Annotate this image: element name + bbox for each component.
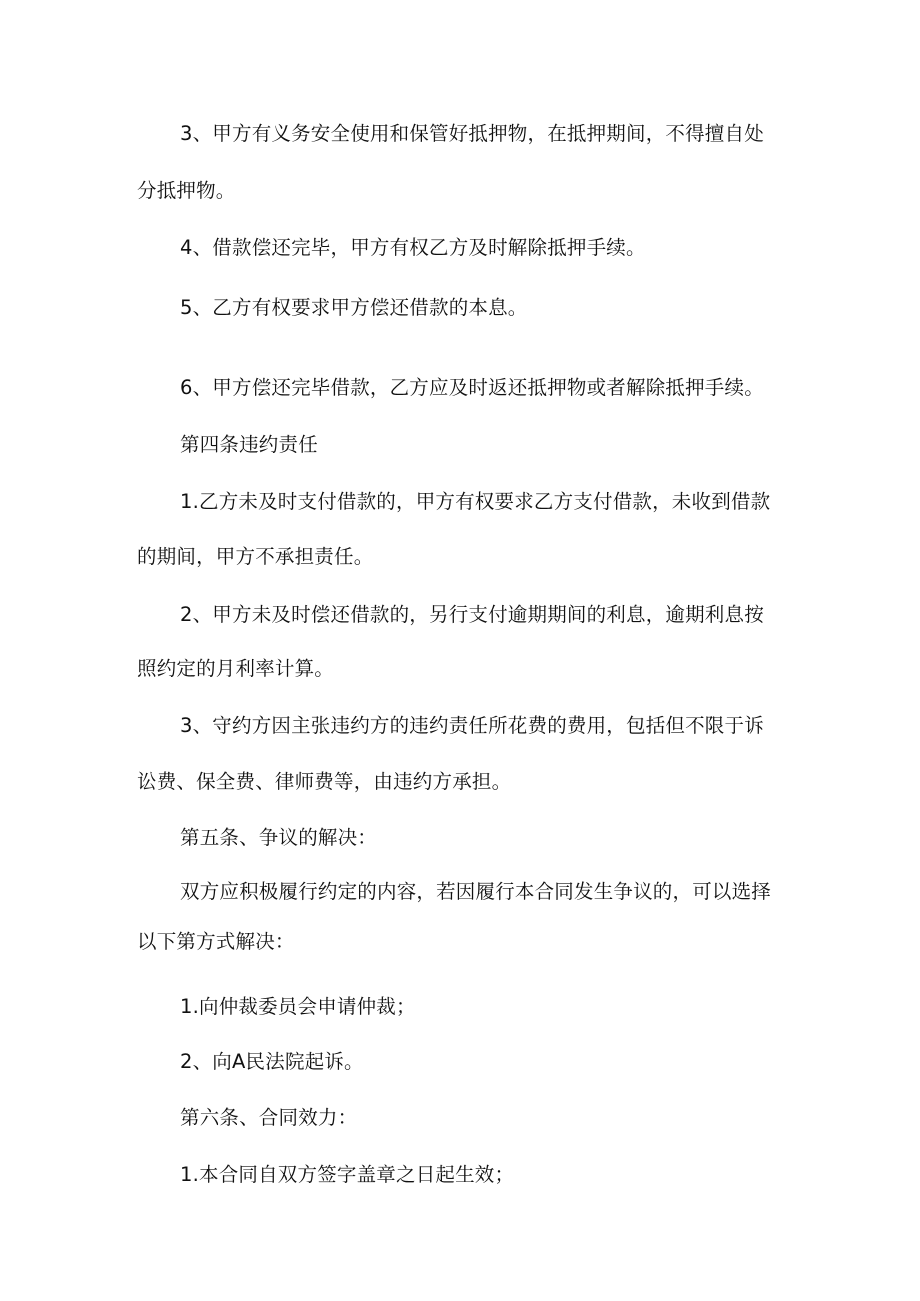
breach-1-line-2: 的期间，甲方不承担责任。 [137, 545, 374, 568]
clause-3-1-line-1: 3、甲方有义务安全使用和保管好抵押物，在抵押期间，不得擅自处 [180, 122, 764, 145]
dispute-intro-line-1: 双方应积极履行约定的内容，若因履行本合同发生争议的，可以选择 [180, 880, 772, 903]
dispute-option-2: 2、向A民法院起诉。 [180, 1050, 364, 1073]
section-6-heading: 第六条、合同效力： [180, 1106, 358, 1129]
validity-1-line: 1.本合同自双方签字盖章之日起生效； [180, 1163, 515, 1186]
breach-2-line-2: 照约定的月利率计算。 [137, 657, 335, 680]
section-4-heading: 第四条违约责任 [180, 433, 318, 456]
dispute-intro-line-2: 以下第方式解决： [137, 930, 295, 953]
breach-3-line-2: 讼费、保全费、律师费等，由违约方承担。 [137, 770, 512, 793]
breach-3-line-1: 3、守约方因主张违约方的违约责任所花费的费用，包括但不限于诉 [180, 714, 764, 737]
dispute-option-1: 1.向仲裁委员会申请仲裁； [180, 995, 416, 1018]
breach-1-line-1: 1.乙方未及时支付借款的，甲方有权要求乙方支付借款，未收到借款 [180, 490, 771, 513]
section-5-heading: 第五条、争议的解决： [180, 826, 378, 849]
clause-3-1-line-2: 分抵押物。 [137, 179, 236, 202]
clause-5-line: 5、乙方有权要求甲方偿还借款的本息。 [180, 296, 528, 319]
clause-4-line: 4、借款偿还完毕，甲方有权乙方及时解除抵押手续。 [180, 236, 646, 259]
breach-2-line-1: 2、甲方未及时偿还借款的，另行支付逾期期间的利息，逾期利息按 [180, 603, 764, 626]
clause-6-line: 6、甲方偿还完毕借款，乙方应及时返还抵押物或者解除抵押手续。 [180, 376, 764, 399]
